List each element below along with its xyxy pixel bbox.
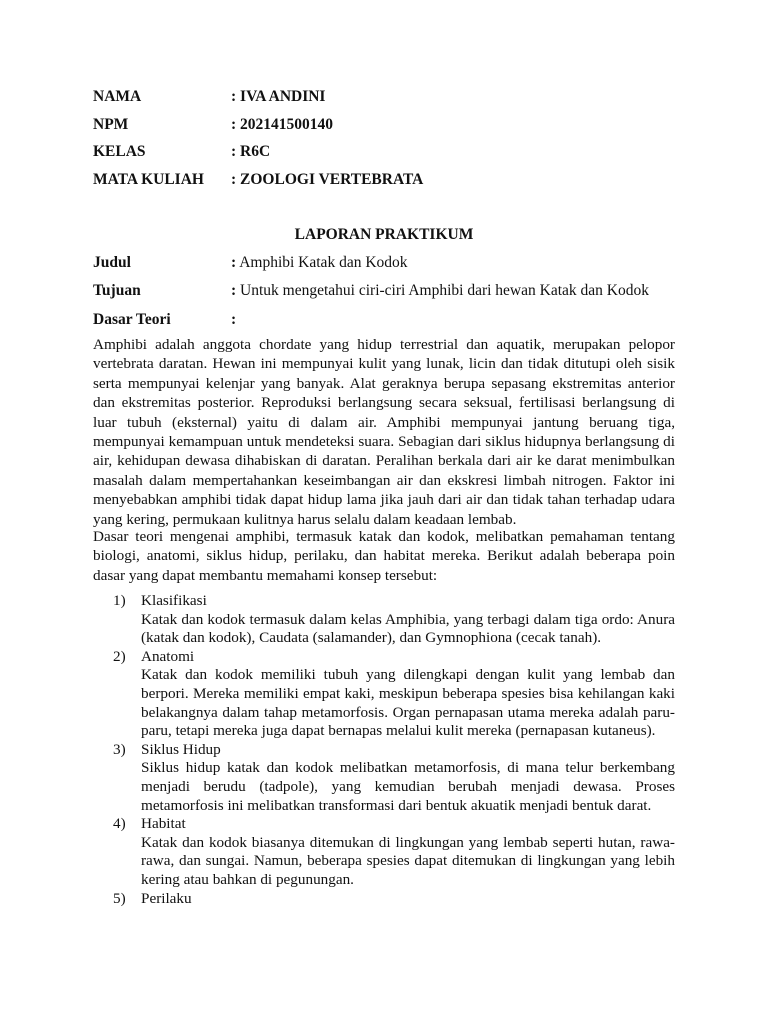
identity-value: : ZOOLOGI VERTEBRATA bbox=[231, 171, 424, 188]
list-number: 3) bbox=[113, 740, 126, 758]
meta-label: Judul bbox=[93, 254, 131, 271]
meta-label: Tujuan bbox=[93, 282, 141, 299]
meta-text: Amphibi Katak dan Kodok bbox=[236, 254, 408, 271]
paragraph-intro: Amphibi adalah anggota chordate yang hidup terrestrial dan aquatik, merupakan pelopor vertebrata daratan. Hewan ini mempunyai kulit yang lunak, licin dan tidak ditutupi oleh sisik serta mempunyai kelenjar yang banyak. Alat geraknya berupa sepasang ekstremitas anterior dan ekstremitas posterior. Reproduksi berlangsung secara seksual, fertilisasi berlangsung di luar tubuh (eksternal) yaitu di dalam air. Amphibi mempunyai jantung beruang tiga, mempunyai kemampuan untuk mendeteksi suara. Sebagian dari siklus hidupnya berlangsung di air, kehidupan dewasa dihabiskan di daratan. Peralihan berkala dari air ke darat menimbulkan masalah dalam mempertahankan keseimbangan air dan ekskresi limbah nitrogen. Faktor ini menyebabkan amphibi tidak dapat hidup lama jika jauh dari air dan tidak tahan terhadap udara yang kering, permukaan kulitnya harus selalu dalam keadaan lembab. bbox=[93, 336, 675, 528]
list-item bbox=[93, 741, 675, 815]
meta-row-tujuan bbox=[93, 281, 649, 301]
list-number: 4) bbox=[113, 815, 126, 833]
list-item bbox=[93, 648, 675, 741]
meta-value bbox=[231, 253, 408, 273]
identity-row-mata-kuliah bbox=[93, 170, 424, 190]
meta-colon: : bbox=[231, 311, 237, 328]
list-item-title: Anatomi bbox=[141, 647, 195, 665]
list-item-title: Habitat bbox=[141, 815, 186, 833]
paragraph-dasar-teori: Dasar teori mengenai amphibi, termasuk katak dan kodok, melibatkan pemahaman tentang biologi, anatomi, siklus hidup, perilaku, dan habitat mereka. Berikut adalah beberapa poin dasar yang dapat membantu memahami konsep tersebut: bbox=[93, 528, 675, 584]
list-number: 5) bbox=[113, 889, 126, 907]
list-item-body: Katak dan kodok termasuk dalam kelas Amphibia, yang terbagi dalam tiga ordo: Anura (katak dan kodok), Caudata (salamander), dan Gymnophiona (cecak tanah). bbox=[141, 610, 675, 647]
meta-row-judul bbox=[93, 253, 408, 273]
numbered-list bbox=[93, 592, 675, 908]
list-item-body: Katak dan kodok biasanya ditemukan di lingkungan yang lembab seperti hutan, rawa-rawa, dan sungai. Namun, beberapa spesies dapat ditemukan di lingkungan yang lebih kering atau bahkan di pegunungan. bbox=[141, 833, 675, 888]
list-item bbox=[93, 815, 675, 889]
identity-value: : IVA ANDINI bbox=[231, 88, 326, 105]
list-item-body: Siklus hidup katak dan kodok melibatkan metamorfosis, di mana telur berkembang menjadi berudu (tadpole), yang kemudian berubah menjadi dewasa. Proses metamorfosis ini melibatkan transformasi dari bentuk akuatik menjadi bentuk darat. bbox=[141, 759, 675, 814]
meta-colon: : bbox=[231, 254, 237, 271]
identity-label: MATA KULIAH bbox=[93, 171, 204, 188]
meta-value bbox=[231, 310, 236, 330]
meta-value bbox=[231, 281, 649, 301]
identity-value: : R6C bbox=[231, 143, 271, 160]
meta-label: Dasar Teori bbox=[93, 311, 171, 328]
list-number: 1) bbox=[113, 592, 126, 609]
list-item-title: Siklus Hidup bbox=[141, 740, 221, 758]
list-number: 2) bbox=[113, 647, 126, 665]
meta-row-dasar-teori bbox=[93, 310, 237, 330]
list-item-title: Klasifikasi bbox=[141, 592, 207, 609]
identity-row-npm bbox=[93, 115, 334, 135]
meta-colon: : bbox=[231, 282, 237, 299]
list-item-body: Katak dan kodok memiliki tubuh yang dilengkapi dengan kulit yang lembab dan berpori. Mereka memiliki empat kaki, meskipun beberapa spesies bisa kehilangan kaki belakangnya dalam tahap metamorfosis. Organ pernapasan utama mereka adalah paru-paru, tetapi mereka juga dapat bernapas melalui kulit mereka (pernapasan kutaneus). bbox=[141, 666, 675, 740]
list-item-title: Perilaku bbox=[141, 889, 192, 907]
identity-label: NPM bbox=[93, 116, 129, 133]
report-title: LAPORAN PRAKTIKUM bbox=[294, 226, 474, 243]
list-item bbox=[93, 890, 675, 909]
identity-row-kelas bbox=[93, 142, 271, 162]
list-item bbox=[93, 592, 675, 648]
identity-label: NAMA bbox=[93, 88, 142, 105]
identity-row-nama bbox=[93, 87, 326, 107]
identity-value: : 202141500140 bbox=[231, 116, 334, 133]
meta-text: Untuk mengetahui ciri-ciri Amphibi dari hewan Katak dan Kodok bbox=[236, 282, 649, 299]
identity-label: KELAS bbox=[93, 143, 146, 160]
